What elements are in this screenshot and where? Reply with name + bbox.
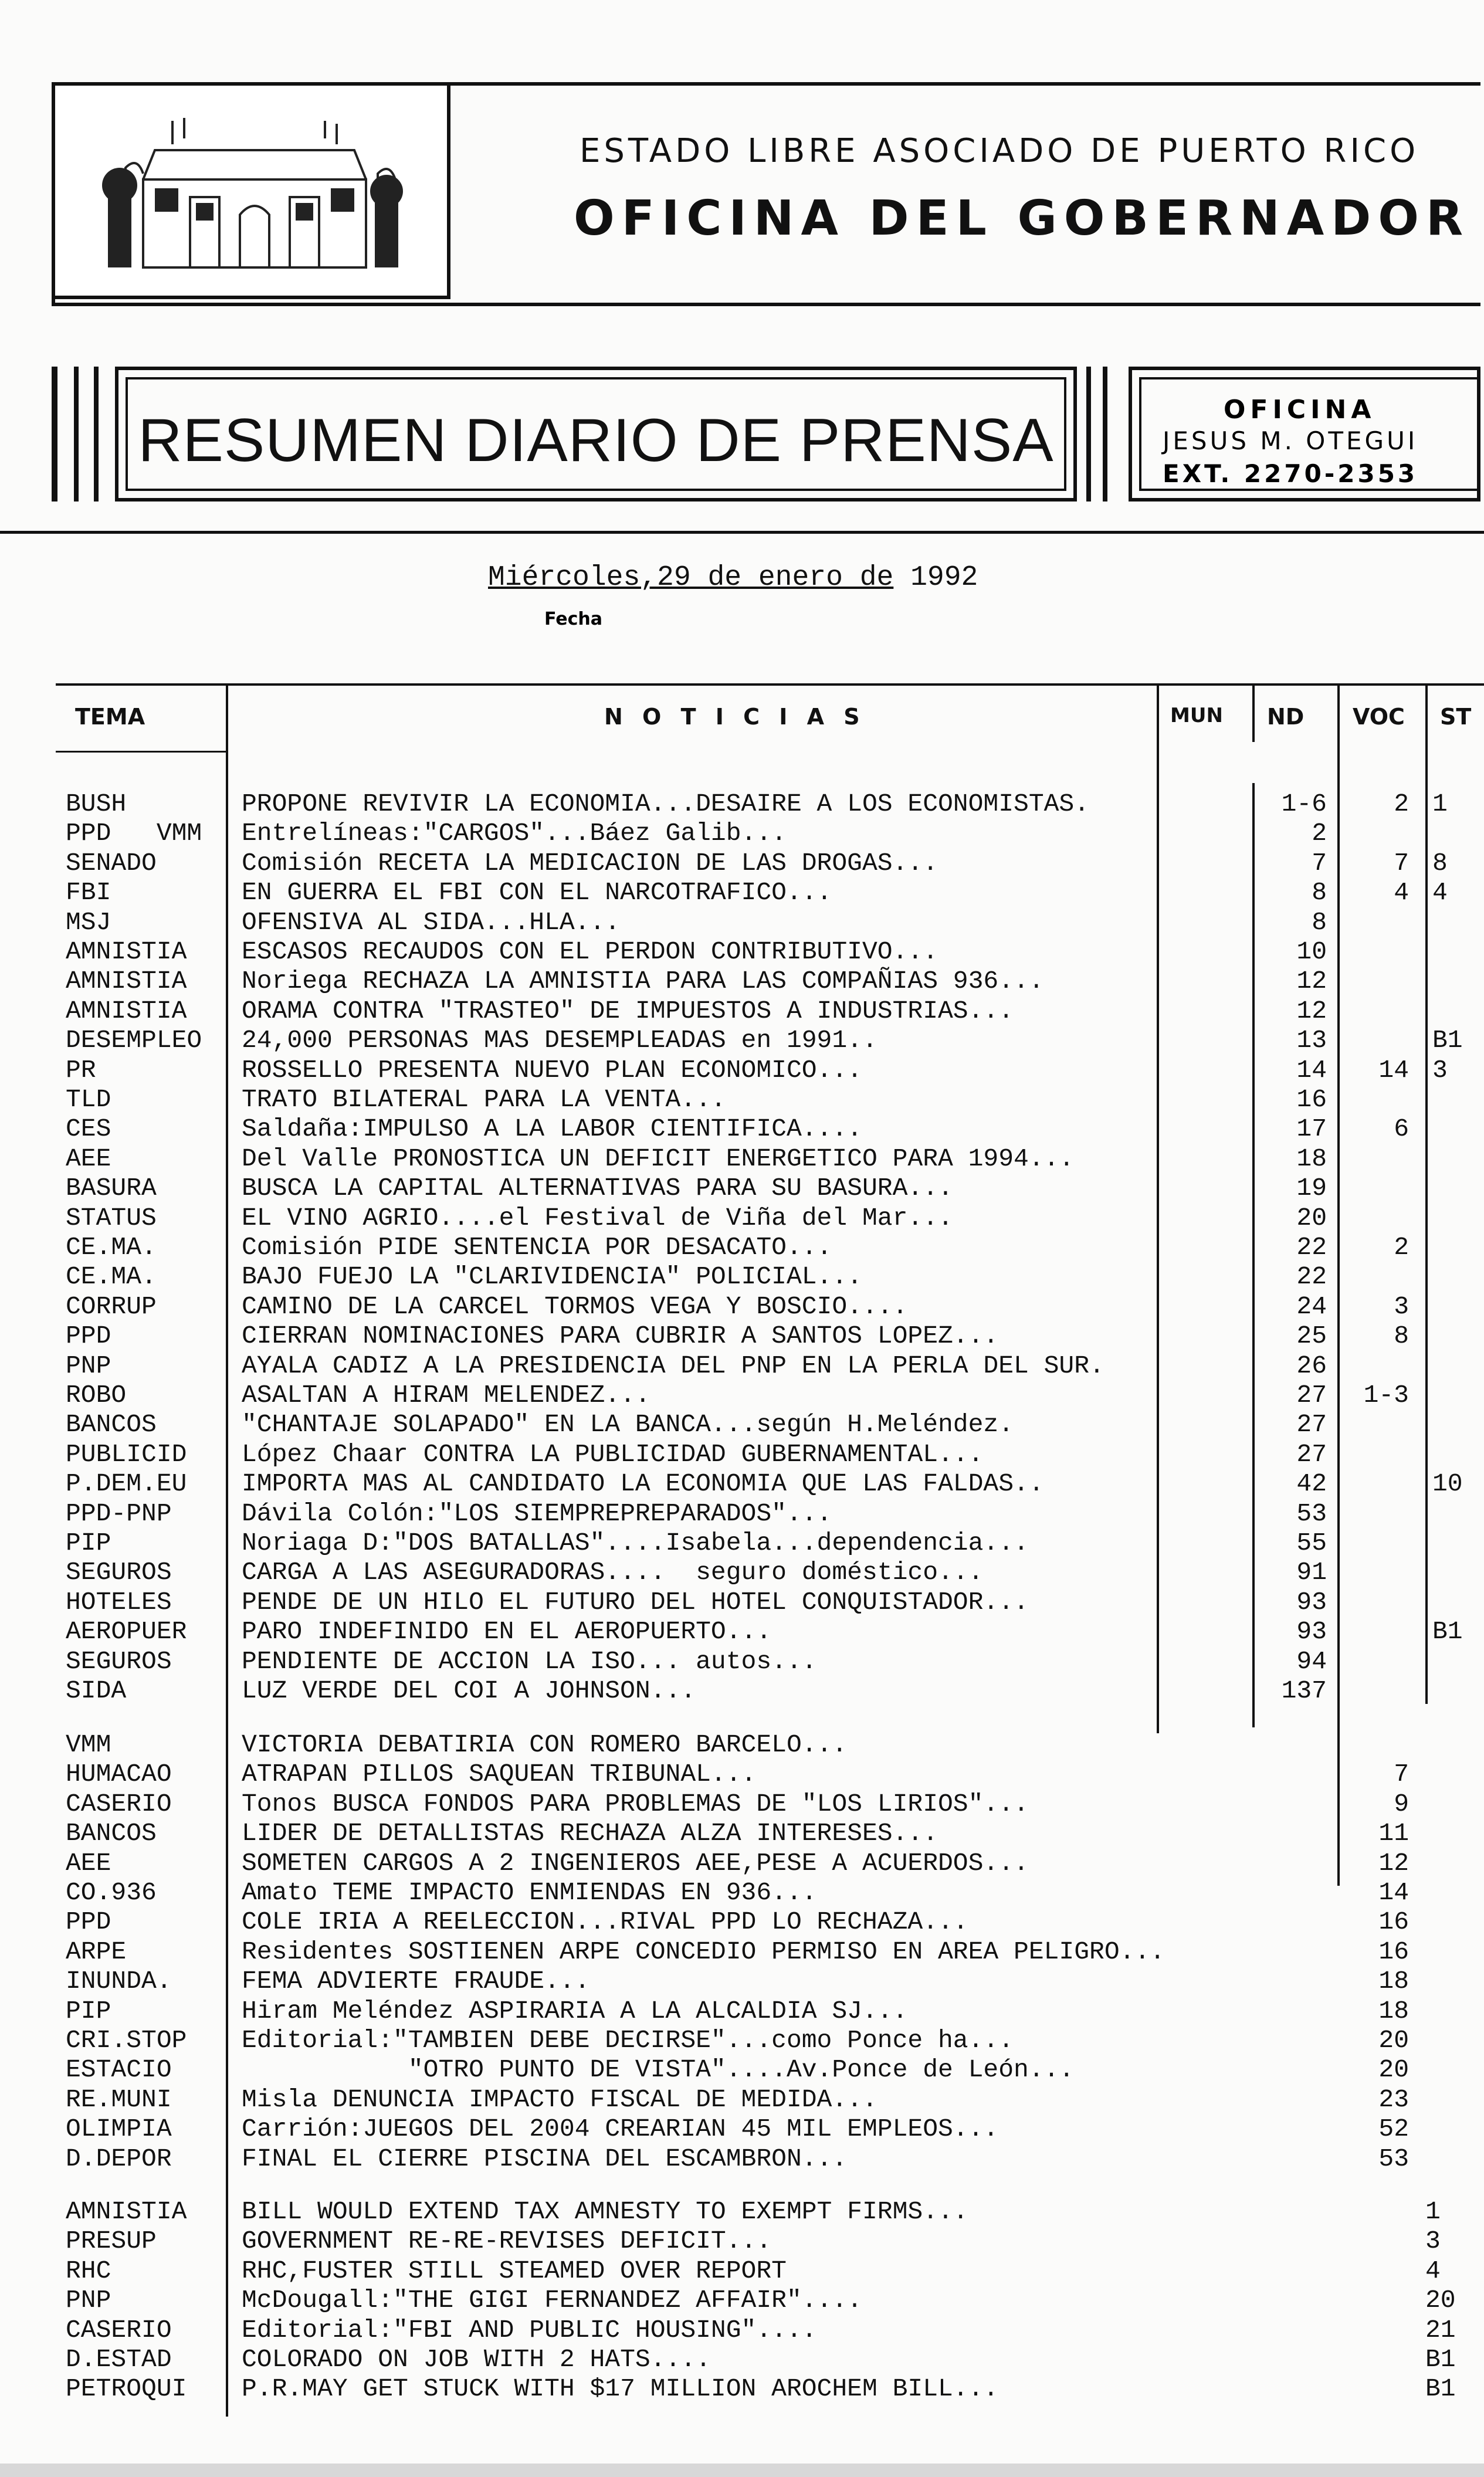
table-row bbox=[0, 1085, 1484, 1114]
row-headline: LUZ VERDE DEL COI A JOHNSON... bbox=[242, 1676, 696, 1705]
table-row bbox=[0, 1174, 1484, 1203]
row-topic: MSJ bbox=[66, 908, 111, 937]
table-row bbox=[0, 849, 1484, 878]
row-voc: 8 bbox=[1394, 1321, 1409, 1350]
row-topic: PRESUP bbox=[66, 2227, 157, 2255]
row-voc: 9 bbox=[1394, 1790, 1409, 1818]
column-header-st: ST bbox=[1440, 704, 1472, 730]
row-topic: FBI bbox=[66, 878, 111, 907]
table-row bbox=[0, 1617, 1484, 1646]
decorative-bar bbox=[1086, 367, 1091, 502]
row-topic: VMM bbox=[66, 1730, 111, 1759]
row-voc: 16 bbox=[1378, 1907, 1409, 1936]
row-headline: LIDER DE DETALLISTAS RECHAZA ALZA INTERESES... bbox=[242, 1819, 938, 1848]
row-headline: Dávila Colón:"LOS SIEMPREPREPARADOS"... bbox=[242, 1499, 832, 1528]
row-headline: FEMA ADVIERTE FRAUDE... bbox=[242, 1967, 590, 1995]
row-topic: BASURA bbox=[66, 1174, 157, 1202]
row-nd: 55 bbox=[1296, 1529, 1327, 1557]
row-topic: HOTELES bbox=[66, 1588, 172, 1617]
table-row bbox=[0, 2345, 1484, 2374]
row-nd: 2 bbox=[1312, 819, 1327, 848]
row-st: 21 bbox=[1425, 2316, 1456, 2344]
row-nd: 16 bbox=[1296, 1085, 1327, 1114]
table-row bbox=[0, 2316, 1484, 2345]
row-nd: 7 bbox=[1312, 849, 1327, 877]
row-headline: RHC,FUSTER STILL STEAMED OVER REPORT bbox=[242, 2256, 787, 2285]
row-headline: CAMINO DE LA CARCEL TORMOS VEGA Y BOSCIO.... bbox=[242, 1292, 908, 1321]
row-headline: VICTORIA DEBATIRIA CON ROMERO BARCELO... bbox=[242, 1730, 848, 1759]
row-nd: 13 bbox=[1296, 1026, 1327, 1055]
row-topic: DESEMPLEO bbox=[66, 1026, 202, 1055]
row-headline: Saldaña:IMPULSO A LA LABOR CIENTIFICA.... bbox=[242, 1114, 862, 1143]
row-topic: AMNISTIA bbox=[66, 2197, 187, 2226]
decorative-bar bbox=[94, 367, 99, 502]
row-st: B1 bbox=[1425, 2374, 1456, 2403]
date-year: 1992 bbox=[893, 562, 978, 594]
row-headline: AYALA CADIZ A LA PRESIDENCIA DEL PNP EN LA PERLA DEL SUR. bbox=[242, 1351, 1104, 1380]
row-headline: ATRAPAN PILLOS SAQUEAN TRIBUNAL... bbox=[242, 1760, 757, 1788]
row-topic: PIP bbox=[66, 1997, 111, 2025]
table-row bbox=[0, 1204, 1484, 1233]
header-government-name: ESTADO LIBRE ASOCIADO DE PUERTO RICO bbox=[580, 132, 1419, 170]
row-voc: 18 bbox=[1378, 1967, 1409, 1995]
table-row bbox=[0, 1410, 1484, 1439]
row-headline: TRATO BILATERAL PARA LA VENTA... bbox=[242, 1085, 726, 1114]
row-headline: IMPORTA MAS AL CANDIDATO LA ECONOMIA QUE LAS FALDAS.. bbox=[242, 1469, 1044, 1498]
row-voc: 2 bbox=[1394, 1233, 1409, 1262]
column-header-mun: MUN bbox=[1170, 704, 1223, 727]
row-headline: Hiram Meléndez ASPIRARIA A LA ALCALDIA SJ... bbox=[242, 1997, 908, 2025]
row-voc: 20 bbox=[1378, 2026, 1409, 2055]
row-headline: ORAMA CONTRA "TRASTEO" DE IMPUESTOS A INDUSTRIAS... bbox=[242, 997, 1014, 1025]
header-divider bbox=[0, 531, 1484, 534]
row-voc: 23 bbox=[1378, 2085, 1409, 2114]
table-row bbox=[0, 2256, 1484, 2286]
row-topic: D.DEPOR bbox=[66, 2144, 172, 2173]
row-voc: 16 bbox=[1378, 1937, 1409, 1966]
header-office-name: OFICINA DEL GOBERNADOR bbox=[574, 191, 1471, 246]
table-row bbox=[0, 1997, 1484, 2026]
row-nd: 1-6 bbox=[1281, 789, 1327, 818]
table-row bbox=[0, 2197, 1484, 2227]
row-nd: 94 bbox=[1296, 1647, 1327, 1676]
row-topic: PETROQUI bbox=[66, 2374, 187, 2403]
row-topic: CE.MA. bbox=[66, 1262, 157, 1291]
table-row bbox=[0, 1730, 1484, 1760]
row-headline: PENDE DE UN HILO EL FUTURO DEL HOTEL CONQUISTADOR... bbox=[242, 1588, 1029, 1617]
row-topic: PPD bbox=[66, 1907, 111, 1936]
row-st: 20 bbox=[1425, 2286, 1456, 2315]
row-topic: SEGUROS bbox=[66, 1647, 172, 1676]
row-headline: Tonos BUSCA FONDOS PARA PROBLEMAS DE "LOS LIRIOS"... bbox=[242, 1790, 1029, 1818]
table-row bbox=[0, 1878, 1484, 1907]
row-headline: ASALTAN A HIRAM MELENDEZ... bbox=[242, 1381, 650, 1409]
row-headline: EN GUERRA EL FBI CON EL NARCOTRAFICO... bbox=[242, 878, 832, 907]
row-headline: Entrelíneas:"CARGOS"...Báez Galib... bbox=[242, 819, 787, 848]
row-headline: PROPONE REVIVIR LA ECONOMIA...DESAIRE A LOS ECONOMISTAS. bbox=[242, 789, 1090, 818]
row-nd: 20 bbox=[1296, 1204, 1327, 1232]
table-row bbox=[0, 1056, 1484, 1085]
row-headline: PENDIENTE DE ACCION LA ISO... autos... bbox=[242, 1647, 817, 1676]
row-topic: PNP bbox=[66, 2286, 111, 2315]
row-headline: McDougall:"THE GIGI FERNANDEZ AFFAIR".... bbox=[242, 2286, 862, 2315]
row-headline: COLORADO ON JOB WITH 2 HATS.... bbox=[242, 2345, 711, 2374]
date-text: Miércoles,29 de enero de bbox=[488, 562, 894, 594]
row-headline: CIERRAN NOMINACIONES PARA CUBRIR A SANTOS LOPEZ... bbox=[242, 1321, 999, 1350]
row-topic: CASERIO bbox=[66, 2316, 172, 2344]
row-headline: 24,000 PERSONAS MAS DESEMPLEADAS en 1991.. bbox=[242, 1026, 877, 1055]
row-topic: SEGUROS bbox=[66, 1558, 172, 1587]
row-topic: AMNISTIA bbox=[66, 997, 187, 1025]
row-headline: Editorial:"FBI AND PUBLIC HOUSING".... bbox=[242, 2316, 817, 2344]
document-title: RESUMEN DIARIO DE PRENSA bbox=[138, 406, 1054, 475]
row-headline: COLE IRIA A REELECCION...RIVAL PPD LO RECHAZA... bbox=[242, 1907, 968, 1936]
row-headline: Comisión PIDE SENTENCIA POR DESACATO... bbox=[242, 1233, 832, 1262]
table-row bbox=[0, 1907, 1484, 1937]
row-headline: SOMETEN CARGOS A 2 INGENIEROS AEE,PESE A ACUERDOS... bbox=[242, 1849, 1029, 1878]
row-headline: Del Valle PRONOSTICA UN DEFICIT ENERGETICO PARA 1994... bbox=[242, 1144, 1075, 1173]
row-topic: HUMACAO bbox=[66, 1760, 172, 1788]
row-voc: 20 bbox=[1378, 2055, 1409, 2084]
row-nd: 26 bbox=[1296, 1351, 1327, 1380]
table-row bbox=[0, 2374, 1484, 2404]
row-topic: CRI.STOP bbox=[66, 2026, 187, 2055]
table-row bbox=[0, 2227, 1484, 2256]
table-row bbox=[0, 1676, 1484, 1706]
row-nd: 8 bbox=[1312, 908, 1327, 937]
row-nd: 19 bbox=[1296, 1174, 1327, 1202]
row-headline: PARO INDEFINIDO EN EL AEROPUERTO... bbox=[242, 1617, 772, 1646]
table-row bbox=[0, 1114, 1484, 1144]
tema-underline bbox=[56, 751, 226, 753]
row-headline: BUSCA LA CAPITAL ALTERNATIVAS PARA SU BASURA... bbox=[242, 1174, 953, 1202]
row-topic: PPD bbox=[66, 1321, 111, 1350]
row-st: 3 bbox=[1432, 1056, 1448, 1085]
row-nd: 93 bbox=[1296, 1588, 1327, 1617]
row-topic: P.DEM.EU bbox=[66, 1469, 187, 1498]
row-nd: 12 bbox=[1296, 967, 1327, 995]
row-voc: 2 bbox=[1394, 789, 1409, 818]
row-headline: ROSSELLO PRESENTA NUEVO PLAN ECONOMICO... bbox=[242, 1056, 862, 1085]
table-row bbox=[0, 1529, 1484, 1558]
row-nd: 17 bbox=[1296, 1114, 1327, 1143]
row-nd: 25 bbox=[1296, 1321, 1327, 1350]
row-headline: EL VINO AGRIO....el Festival de Viña del Mar... bbox=[242, 1204, 953, 1232]
row-nd: 91 bbox=[1296, 1558, 1327, 1587]
row-headline: Editorial:"TAMBIEN DEBE DECIRSE"...como Ponce ha... bbox=[242, 2026, 1014, 2055]
table-top-rule bbox=[56, 683, 1484, 686]
row-topic: PPD-PNP bbox=[66, 1499, 172, 1528]
table-row bbox=[0, 1790, 1484, 1819]
table-row bbox=[0, 967, 1484, 996]
row-nd: 27 bbox=[1296, 1381, 1327, 1409]
row-topic: AEE bbox=[66, 1144, 111, 1173]
row-headline: Carrión:JUEGOS DEL 2004 CREARIAN 45 MIL EMPLEOS... bbox=[242, 2115, 999, 2143]
date-line bbox=[488, 562, 978, 594]
table-row bbox=[0, 997, 1484, 1026]
row-voc: 4 bbox=[1394, 878, 1409, 907]
office-contact-name: JESUS M. OTEGUI bbox=[1163, 426, 1418, 455]
title-inner-frame bbox=[126, 377, 1066, 491]
column-divider-nd-head bbox=[1252, 683, 1255, 742]
office-label: OFICINA bbox=[1224, 395, 1376, 425]
row-headline: "OTRO PUNTO DE VISTA"....Av.Ponce de León... bbox=[242, 2055, 1075, 2084]
row-nd: 8 bbox=[1312, 878, 1327, 907]
row-topic: ARPE bbox=[66, 1937, 127, 1966]
row-voc: 11 bbox=[1378, 1819, 1409, 1848]
row-st: B1 bbox=[1432, 1026, 1463, 1055]
table-row bbox=[0, 1469, 1484, 1499]
table-row bbox=[0, 908, 1484, 937]
row-st: 8 bbox=[1432, 849, 1448, 877]
row-voc: 18 bbox=[1378, 1997, 1409, 2025]
row-voc: 6 bbox=[1394, 1114, 1409, 1143]
row-topic: AEE bbox=[66, 1849, 111, 1878]
row-headline: Comisión RECETA LA MEDICACION DE LAS DROGAS... bbox=[242, 849, 938, 877]
row-topic: ESTACIO bbox=[66, 2055, 172, 2084]
row-nd: 14 bbox=[1296, 1056, 1327, 1085]
decorative-bar bbox=[52, 367, 57, 502]
row-nd: 27 bbox=[1296, 1440, 1327, 1469]
table-row bbox=[0, 1440, 1484, 1469]
row-nd: 27 bbox=[1296, 1410, 1327, 1439]
office-extension: EXT. 2270-2353 bbox=[1163, 459, 1418, 488]
table-row bbox=[0, 1233, 1484, 1262]
fortaleza-drawing-icon bbox=[102, 109, 407, 279]
row-nd: 137 bbox=[1281, 1676, 1327, 1705]
column-header-noticias: N O T I C I A S bbox=[604, 704, 866, 730]
row-voc: 12 bbox=[1378, 1849, 1409, 1878]
row-st: 3 bbox=[1425, 2227, 1441, 2255]
row-headline: CARGA A LAS ASEGURADORAS.... seguro doméstico... bbox=[242, 1558, 984, 1587]
contact-office-box bbox=[1129, 367, 1480, 502]
table-row bbox=[0, 2026, 1484, 2055]
table-row bbox=[0, 1292, 1484, 1321]
row-topic: BANCOS bbox=[66, 1819, 157, 1848]
table-row bbox=[0, 1381, 1484, 1410]
row-voc: 53 bbox=[1378, 2144, 1409, 2173]
row-topic: ROBO bbox=[66, 1381, 127, 1409]
table-row bbox=[0, 1760, 1484, 1789]
row-topic: BANCOS bbox=[66, 1410, 157, 1439]
table-row bbox=[0, 2286, 1484, 2315]
row-voc: 14 bbox=[1378, 1878, 1409, 1907]
row-voc: 7 bbox=[1394, 849, 1409, 877]
governor-office-logo bbox=[52, 82, 450, 299]
row-topic: PR bbox=[66, 1056, 96, 1085]
row-topic: PNP bbox=[66, 1351, 111, 1380]
table-row bbox=[0, 937, 1484, 967]
row-topic: SIDA bbox=[66, 1676, 127, 1705]
decorative-bar bbox=[1103, 367, 1107, 502]
row-topic: RHC bbox=[66, 2256, 111, 2285]
row-headline: Amato TEME IMPACTO ENMIENDAS EN 936... bbox=[242, 1878, 817, 1907]
row-headline: GOVERNMENT RE-RE-REVISES DEFICIT... bbox=[242, 2227, 772, 2255]
row-topic: PIP bbox=[66, 1529, 111, 1557]
row-topic: CASERIO bbox=[66, 1790, 172, 1818]
decorative-bar bbox=[74, 367, 79, 502]
table-row bbox=[0, 878, 1484, 907]
row-nd: 24 bbox=[1296, 1292, 1327, 1321]
row-topic: CO.936 bbox=[66, 1878, 157, 1907]
row-headline: "CHANTAJE SOLAPADO" EN LA BANCA...según H.Meléndez. bbox=[242, 1410, 1014, 1439]
row-topic: STATUS bbox=[66, 1204, 157, 1232]
table-row bbox=[0, 1588, 1484, 1617]
table-row bbox=[0, 1026, 1484, 1055]
row-nd: 53 bbox=[1296, 1499, 1327, 1528]
row-nd: 22 bbox=[1296, 1262, 1327, 1291]
row-headline: Misla DENUNCIA IMPACTO FISCAL DE MEDIDA... bbox=[242, 2085, 877, 2114]
row-st: 1 bbox=[1432, 789, 1448, 818]
table-row bbox=[0, 2144, 1484, 2174]
row-nd: 42 bbox=[1296, 1469, 1327, 1498]
row-voc: 7 bbox=[1394, 1760, 1409, 1788]
row-topic: CORRUP bbox=[66, 1292, 157, 1321]
row-headline: OFENSIVA AL SIDA...HLA... bbox=[242, 908, 621, 937]
column-header-tema: TEMA bbox=[75, 704, 145, 730]
row-st: 10 bbox=[1432, 1469, 1463, 1498]
table-row bbox=[0, 1967, 1484, 1996]
row-headline: BAJO FUEJO LA "CLARIVIDENCIA" POLICIAL... bbox=[242, 1262, 862, 1291]
table-row bbox=[0, 1647, 1484, 1676]
row-nd: 12 bbox=[1296, 997, 1327, 1025]
column-header-voc: VOC bbox=[1353, 704, 1405, 730]
row-voc: 1-3 bbox=[1363, 1381, 1409, 1409]
contact-office-inner bbox=[1139, 377, 1480, 491]
table-row bbox=[0, 1321, 1484, 1351]
row-topic: AMNISTIA bbox=[66, 937, 187, 966]
row-st: B1 bbox=[1425, 2345, 1456, 2374]
row-nd: 93 bbox=[1296, 1617, 1327, 1646]
table-row bbox=[0, 1819, 1484, 1848]
row-headline: Noriaga D:"DOS BATALLAS"....Isabela...dependencia... bbox=[242, 1529, 1029, 1557]
column-header-nd: ND bbox=[1267, 704, 1305, 730]
table-row bbox=[0, 1262, 1484, 1292]
row-topic: D.ESTAD bbox=[66, 2345, 172, 2374]
scan-edge bbox=[0, 2464, 1484, 2477]
row-topic: TLD bbox=[66, 1085, 111, 1114]
title-frame bbox=[115, 367, 1077, 502]
table-row bbox=[0, 1937, 1484, 1967]
row-nd: 18 bbox=[1296, 1144, 1327, 1173]
row-headline: BILL WOULD EXTEND TAX AMNESTY TO EXEMPT FIRMS... bbox=[242, 2197, 968, 2226]
row-topic: INUNDA. bbox=[66, 1967, 172, 1995]
row-headline: López Chaar CONTRA LA PUBLICIDAD GUBERNAMENTAL... bbox=[242, 1440, 984, 1469]
row-voc: 3 bbox=[1394, 1292, 1409, 1321]
row-topic: AMNISTIA bbox=[66, 967, 187, 995]
row-nd: 22 bbox=[1296, 1233, 1327, 1262]
table-row bbox=[0, 1849, 1484, 1878]
row-headline: Noriega RECHAZA LA AMNISTIA PARA LAS COMPAÑIAS 936... bbox=[242, 967, 1044, 995]
table-row bbox=[0, 2055, 1484, 2085]
row-topic: CES bbox=[66, 1114, 111, 1143]
table-row bbox=[0, 789, 1484, 819]
row-topic: OLIMPIA bbox=[66, 2115, 172, 2143]
table-row bbox=[0, 1351, 1484, 1381]
row-topic: PUBLICID bbox=[66, 1440, 187, 1469]
row-headline: P.R.MAY GET STUCK WITH $17 MILLION AROCHEM BILL... bbox=[242, 2374, 999, 2403]
table-row bbox=[0, 2115, 1484, 2144]
row-st: B1 bbox=[1432, 1617, 1463, 1646]
row-topic: CE.MA. bbox=[66, 1233, 157, 1262]
date-label: Fecha bbox=[544, 609, 603, 629]
row-st: 4 bbox=[1432, 878, 1448, 907]
row-voc: 52 bbox=[1378, 2115, 1409, 2143]
row-headline: Residentes SOSTIENEN ARPE CONCEDIO PERMISO EN AREA PELIGRO... bbox=[242, 1937, 1165, 1966]
table-row bbox=[0, 2085, 1484, 2115]
table-row bbox=[0, 1558, 1484, 1587]
table-row bbox=[0, 819, 1484, 848]
row-topic: BUSH bbox=[66, 789, 127, 818]
table-row bbox=[0, 1499, 1484, 1529]
row-topic: SENADO bbox=[66, 849, 157, 877]
row-topic: AEROPUER bbox=[66, 1617, 187, 1646]
row-topic: PPD VMM bbox=[66, 819, 202, 848]
row-voc: 14 bbox=[1378, 1056, 1409, 1085]
row-st: 1 bbox=[1425, 2197, 1441, 2226]
row-headline: ESCASOS RECAUDOS CON EL PERDON CONTRIBUTIVO... bbox=[242, 937, 938, 966]
row-topic: RE.MUNI bbox=[66, 2085, 172, 2114]
table-row bbox=[0, 1144, 1484, 1174]
row-nd: 10 bbox=[1296, 937, 1327, 966]
row-headline: FINAL EL CIERRE PISCINA DEL ESCAMBRON... bbox=[242, 2144, 848, 2173]
row-st: 4 bbox=[1425, 2256, 1441, 2285]
